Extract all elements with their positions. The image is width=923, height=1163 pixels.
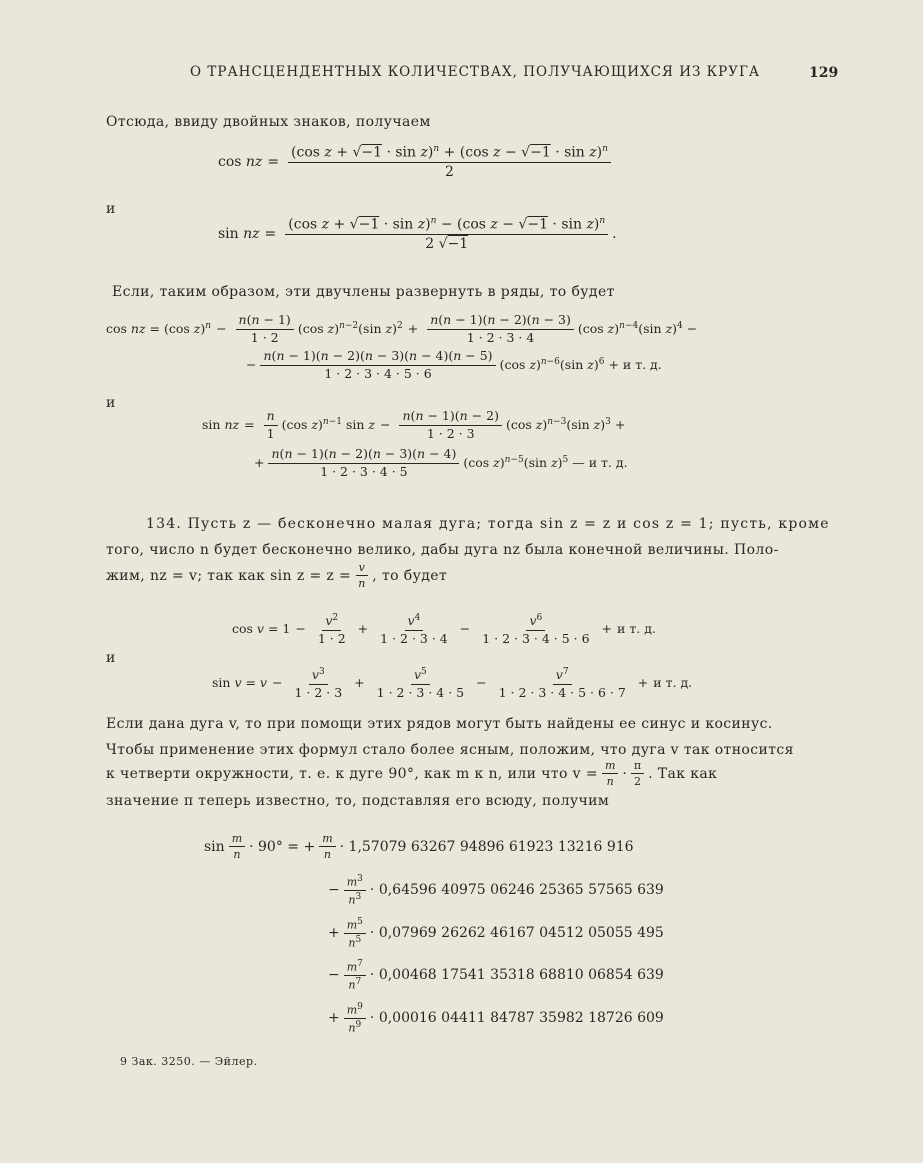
series-sin-v: sin v = v − $\frac{v^3}{1 \cdot 2 \cdot 3}$ + $\frac{v^5}{1 \cdot 2 \cdot 3 \cdot 4 \cdot 5}$ − $\frac{v^7}{1 \cdot 2 \cdot 3 \cdot 4 \cdot 5 \cdot 6 \cdot 7}$ + и т. д. <box>212 667 693 700</box>
paragraph-134-line-1: 134. Пусть z — бесконечно малая дуга; тогда sin z = z и cos z = 1; пусть, кроме <box>146 516 830 532</box>
paragraph-usage-line-3-end: . Так как <box>648 765 718 782</box>
sin-expansion-term-2: − $\frac{m^3}{n^3}$ · 0,64596 40975 06246 25365 57565 639 <box>328 874 664 907</box>
paragraph-134-line-3-start: жим, nz = v; так как sin z = z = <box>106 567 352 584</box>
series-cos-line-2: − $\frac{n(n - 1)(n - 2)(n - 3)(n - 4)(n - 5)}{1 \cdot 2 \cdot 3 \cdot 4 \cdot 5 \cdot 6}$ (cos z)$^{n-6}$(sin z)$^6$ + и т. д. <box>246 348 662 381</box>
running-head: О ТРАНСЦЕНДЕНТНЫХ КОЛИЧЕСТВАХ, ПОЛУЧАЮЩИХСЯ ИЗ КРУГА <box>190 64 761 80</box>
sin-expansion-term-4: − $\frac{m^7}{n^7}$ · 0,00468 17541 35318 68810 06854 639 <box>328 959 664 992</box>
paragraph-134-line-2: того, число n будет бесконечно велико, дабы дуга nz была конечной величины. Поло- <box>106 542 779 558</box>
paragraph-intro: Отсюда, ввиду двойных знаков, получаем <box>106 114 431 130</box>
formula-sin-nz: sin nz = $\frac{(\cos z + √-1 \cdot \sin z)^n - (\cos z - √-1 \cdot \sin z)^n}{2 √-1}$ . <box>218 216 617 252</box>
page-number: 129 <box>809 65 839 81</box>
coefficient-4: 0,00468 17541 35318 68810 06854 639 <box>378 967 664 984</box>
series-cos-v: cos v = 1 − $\frac{v^2}{1 \cdot 2}$ + $\frac{v^4}{1 \cdot 2 \cdot 3 \cdot 4}$ − $\frac{v^6}{1 \cdot 2 \cdot 3 \cdot 4 \cdot 5 \cdot 6}$ + и т. д. <box>232 613 656 646</box>
printer-footer: 9 Зак. 3250. — Эйлер. <box>120 1055 258 1068</box>
paragraph-usage-line-2: Чтобы применение этих формул стало более ясным, положим, что дуга v так относится <box>106 742 794 758</box>
coefficient-5: 0,00016 04411 84787 35982 18726 609 <box>378 1010 664 1027</box>
series-sin-line-2: + $\frac{n(n - 1)(n - 2)(n - 3)(n - 4)}{1 \cdot 2 \cdot 3 \cdot 4 \cdot 5}$ (cos z)$^{n-5}$(sin z)$^5$ — и т. д. <box>254 446 628 479</box>
paragraph-usage-line-4: значение π теперь известно, то, подставляя его всюду, получим <box>106 793 610 809</box>
sin-expansion-term-5: + $\frac{m^9}{n^9}$ · 0,00016 04411 84787 35982 18726 609 <box>328 1002 664 1035</box>
paragraph-usage-line-1: Если дана дуга v, то при помощи этих рядов могут быть найдены ее синус и косинус. <box>106 716 773 732</box>
paragraph-series: Если, таким образом, эти двучлены развернуть в ряды, то будет <box>112 284 615 300</box>
coefficient-1: 1,57079 63267 94896 61923 13216 916 <box>348 838 634 855</box>
sin-expansion-term-3: + $\frac{m^5}{n^5}$ · 0,07969 26262 46167 04512 05055 495 <box>328 917 664 950</box>
coefficient-2: 0,64596 40975 06246 25365 57565 639 <box>378 882 664 899</box>
sin-expansion-term-1: sin $\frac{m}{n}$ · 90° = + $\frac{m}{n}$ · 1,57079 63267 94896 61923 13216 916 <box>204 832 634 861</box>
paragraph-134-line-3: жим, nz = v; так как sin z = z = $\frac{v}{n}$ , то будет <box>106 561 448 590</box>
conjunction-and-3: и <box>106 650 116 666</box>
paragraph-134-line-3-end: , то будет <box>372 567 448 584</box>
conjunction-and-2: и <box>106 395 116 411</box>
formula-cos-nz: cos nz = $\frac{(\cos z + √-1 \cdot \sin z)^n + (\cos z - √-1 \cdot \sin z)^n}{2}$ <box>218 145 615 179</box>
series-sin-line-1: sin nz = $\frac{n}{1}$ (cos z)$^{n-1}$ sin z − $\frac{n(n - 1)(n - 2)}{1 \cdot 2 \cdot 3}$ (cos z)$^{n-3}$(sin z)$^3$ + <box>202 408 626 441</box>
paragraph-usage-line-3: к четверти окружности, т. е. к дуге 90°, как m к n, или что v = $\frac{m}{n}$ · $\frac{\pi}{2}$ . Так как <box>106 759 718 788</box>
conjunction-and-1: и <box>106 201 116 217</box>
paragraph-usage-line-3-start: к четверти окружности, т. е. к дуге 90°, как m к n, или что v = <box>106 765 598 782</box>
coefficient-3: 0,07969 26262 46167 04512 05055 495 <box>378 925 664 942</box>
series-cos-line-1: cos nz = (cos z)$^n$ − $\frac{n(n - 1)}{1 \cdot 2}$ (cos z)$^{n-2}$(sin z)$^2$ + $\frac{n(n - 1)(n - 2)(n - 3)}{1 \cdot 2 \cdot 3 \cdot 4}$ (cos z)$^{n-4}$(sin z)$^4$ − <box>106 312 698 345</box>
